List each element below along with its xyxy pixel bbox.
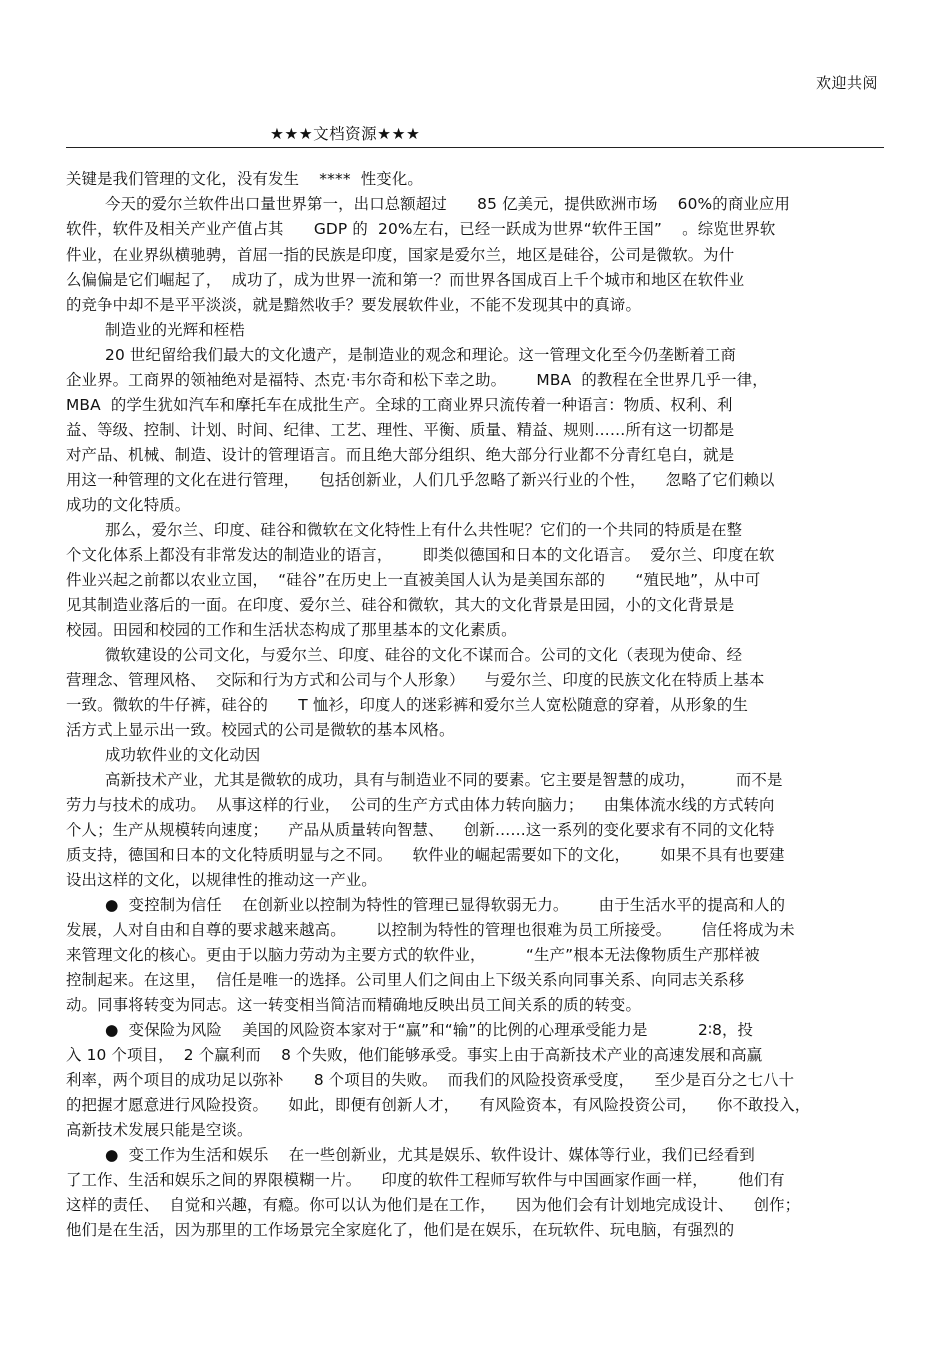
body-line: 来管理文化的核心。更由于以脑力劳动为主要方式的软件业， “生产”根本无法像物质生产那样被 bbox=[66, 946, 760, 964]
header-divider bbox=[66, 147, 884, 148]
document-resource-title: ★★★文档资源★★★ bbox=[270, 125, 421, 143]
body-line: 对产品、机械、制造、设计的管理语言。而且绝大部分组织、绝大部分行业都不分青红皂白，就是 bbox=[66, 446, 735, 464]
body-line: 今天的爱尔兰软件出口量世界第一，出口总额超过 85 亿美元，提供欧洲市场 60%的商业应用 bbox=[105, 195, 791, 213]
body-line: 校园。田园和校园的工作和生活状态构成了那里基本的文化素质。 bbox=[66, 621, 517, 639]
body-line: 成功的文化特质。 bbox=[66, 496, 191, 514]
body-line: 个人；生产从规模转向速度； 产品从质量转向智慧、 创新……这一系列的变化要求有不同的文化特 bbox=[66, 821, 775, 839]
body-line: 一致。微软的牛仔裤，硅谷的 T 恤衫，印度人的迷彩裤和爱尔兰人宽松随意的穿着，从形象的生 bbox=[66, 696, 749, 714]
body-line: 件业兴起之前都以农业立国， “硅谷”在历史上一直被美国人认为是美国东部的 “殖民地”，从中可 bbox=[66, 571, 761, 589]
body-line: 利率，两个项目的成功足以弥补 8 个项目的失败。 而我们的风险投资承受度， 至少是百分之七八十 bbox=[66, 1071, 795, 1089]
body-line: 入 10 个项目， 2 个赢利而 8 个失败，他们能够承受。事实上由于高新技术产业的高速发展和高赢 bbox=[66, 1046, 763, 1064]
header-welcome-text: 欢迎共阅 bbox=[815, 74, 878, 92]
bullet-item: ● 变保险为风险 美国的风险资本家对于“赢”和“输”的比例的心理承受能力是 2∶8，投 bbox=[105, 1021, 754, 1039]
body-line: 个文化体系上都没有非常发达的制造业的语言， 即类似德国和日本的文化语言。 爱尔兰、印度在软 bbox=[66, 546, 775, 564]
section-heading: 制造业的光辉和桎梏 bbox=[105, 321, 245, 339]
body-line: 微软建设的公司文化，与爱尔兰、印度、硅谷的文化不谋而合。公司的文化（表现为使命、经 bbox=[105, 646, 743, 664]
body-line: 20 世纪留给我们最大的文化遗产，是制造业的观念和理论。这一管理文化至今仍垄断着工商 bbox=[105, 346, 737, 364]
body-line: 企业界。工商界的领袖绝对是福特、杰克·韦尔奇和松下幸之助。 MBA 的教程在全世界几乎一律， bbox=[66, 371, 768, 389]
body-line: 动。同事将转变为同志。这一转变相当简洁而精确地反映出员工间关系的质的转变。 bbox=[66, 996, 642, 1014]
body-line: 了工作、生活和娱乐之间的界限模糊一片。 印度的软件工程师写软件与中国画家作画一样， 他们有 bbox=[66, 1171, 785, 1189]
body-line: 么偏偏是它们崛起了， 成功了，成为世界一流和第一？而世界各国成百上千个城市和地区在软件业 bbox=[66, 271, 745, 289]
body-line: 关键是我们管理的文化，没有发生 **** 性变化。 bbox=[66, 170, 423, 188]
body-line: 劳力与技术的成功。 从事这样的行业， 公司的生产方式由体力转向脑力； 由集体流水线的方式转向 bbox=[66, 796, 775, 814]
body-line: 质支持，德国和日本的文化特质明显与之不同。 软件业的崛起需要如下的文化， 如果不具有也要建 bbox=[66, 846, 785, 864]
bullet-item: ● 变工作为生活和娱乐 在一些创新业，尤其是娱乐、软件设计、媒体等行业，我们已经看到 bbox=[105, 1146, 755, 1164]
body-line: 的竞争中却不是平平淡淡，就是黯然收手？要发展软件业，不能不发现其中的真谛。 bbox=[66, 296, 642, 314]
body-line: 他们是在生活，因为那里的工作场景完全家庭化了，他们是在娱乐，在玩软件、玩电脑，有强烈的 bbox=[66, 1221, 735, 1239]
body-line: 控制起来。在这里， 信任是唯一的选择。公司里人们之间由上下级关系向同事关系、向同志关系移 bbox=[66, 971, 745, 989]
body-line: 高新技术发展只能是空谈。 bbox=[66, 1121, 253, 1139]
body-line: 益、等级、控制、计划、时间、纪律、工艺、理性、平衡、质量、精益、规则……所有这一切都是 bbox=[66, 421, 735, 439]
body-line: 那么，爱尔兰、印度、硅谷和微软在文化特性上有什么共性呢？它们的一个共同的特质是在整 bbox=[105, 521, 743, 539]
body-line: 这样的责任、 自觉和兴趣，有瘾。你可以认为他们是在工作， 因为他们会有计划地完成设计、 创作； bbox=[66, 1196, 801, 1214]
body-line: 用这一种管理的文化在进行管理， 包括创新业，人们几乎忽略了新兴行业的个性， 忽略了它们赖以 bbox=[66, 471, 775, 489]
body-line: 见其制造业落后的一面。在印度、爱尔兰、硅谷和微软，其大的文化背景是田园，小的文化背景是 bbox=[66, 596, 735, 614]
body-line: 件业，在业界纵横驰骋，首屈一指的民族是印度，国家是爱尔兰，地区是硅谷，公司是微软。为什 bbox=[66, 246, 735, 264]
body-line: 发展，人对自由和自尊的要求越来越高。 以控制为特性的管理也很难为员工所接受。 信任将成为未 bbox=[66, 921, 795, 939]
body-line: 活方式上显示出一致。校园式的公司是微软的基本风格。 bbox=[66, 721, 455, 739]
body-line: 设出这样的文化，以规律性的推动这一产业。 bbox=[66, 871, 377, 889]
section-heading: 成功软件业的文化动因 bbox=[105, 746, 261, 764]
body-line: 的把握才愿意进行风险投资。 如此，即便有创新人才， 有风险资本，有风险投资公司， 你不敢投入， bbox=[66, 1096, 811, 1114]
body-line: 高新技术产业，尤其是微软的成功，具有与制造业不同的要素。它主要是智慧的成功， 而不是 bbox=[105, 771, 783, 789]
body-line: MBA 的学生犹如汽车和摩托车在成批生产。全球的工商业界只流传着一种语言：物质、权利、利 bbox=[66, 396, 733, 414]
bullet-item: ● 变控制为信任 在创新业以控制为特性的管理已显得软弱无力。 由于生活水平的提高和人的 bbox=[105, 896, 786, 914]
body-line: 软件，软件及相关产业产值占其 GDP 的 20%左右，已经一跃成为世界“软件王国” 。综览世界软 bbox=[66, 220, 776, 238]
body-line: 营理念、管理风格、 交际和行为方式和公司与个人形象） 与爱尔兰、印度的民族文化在特质上基本 bbox=[66, 671, 765, 689]
